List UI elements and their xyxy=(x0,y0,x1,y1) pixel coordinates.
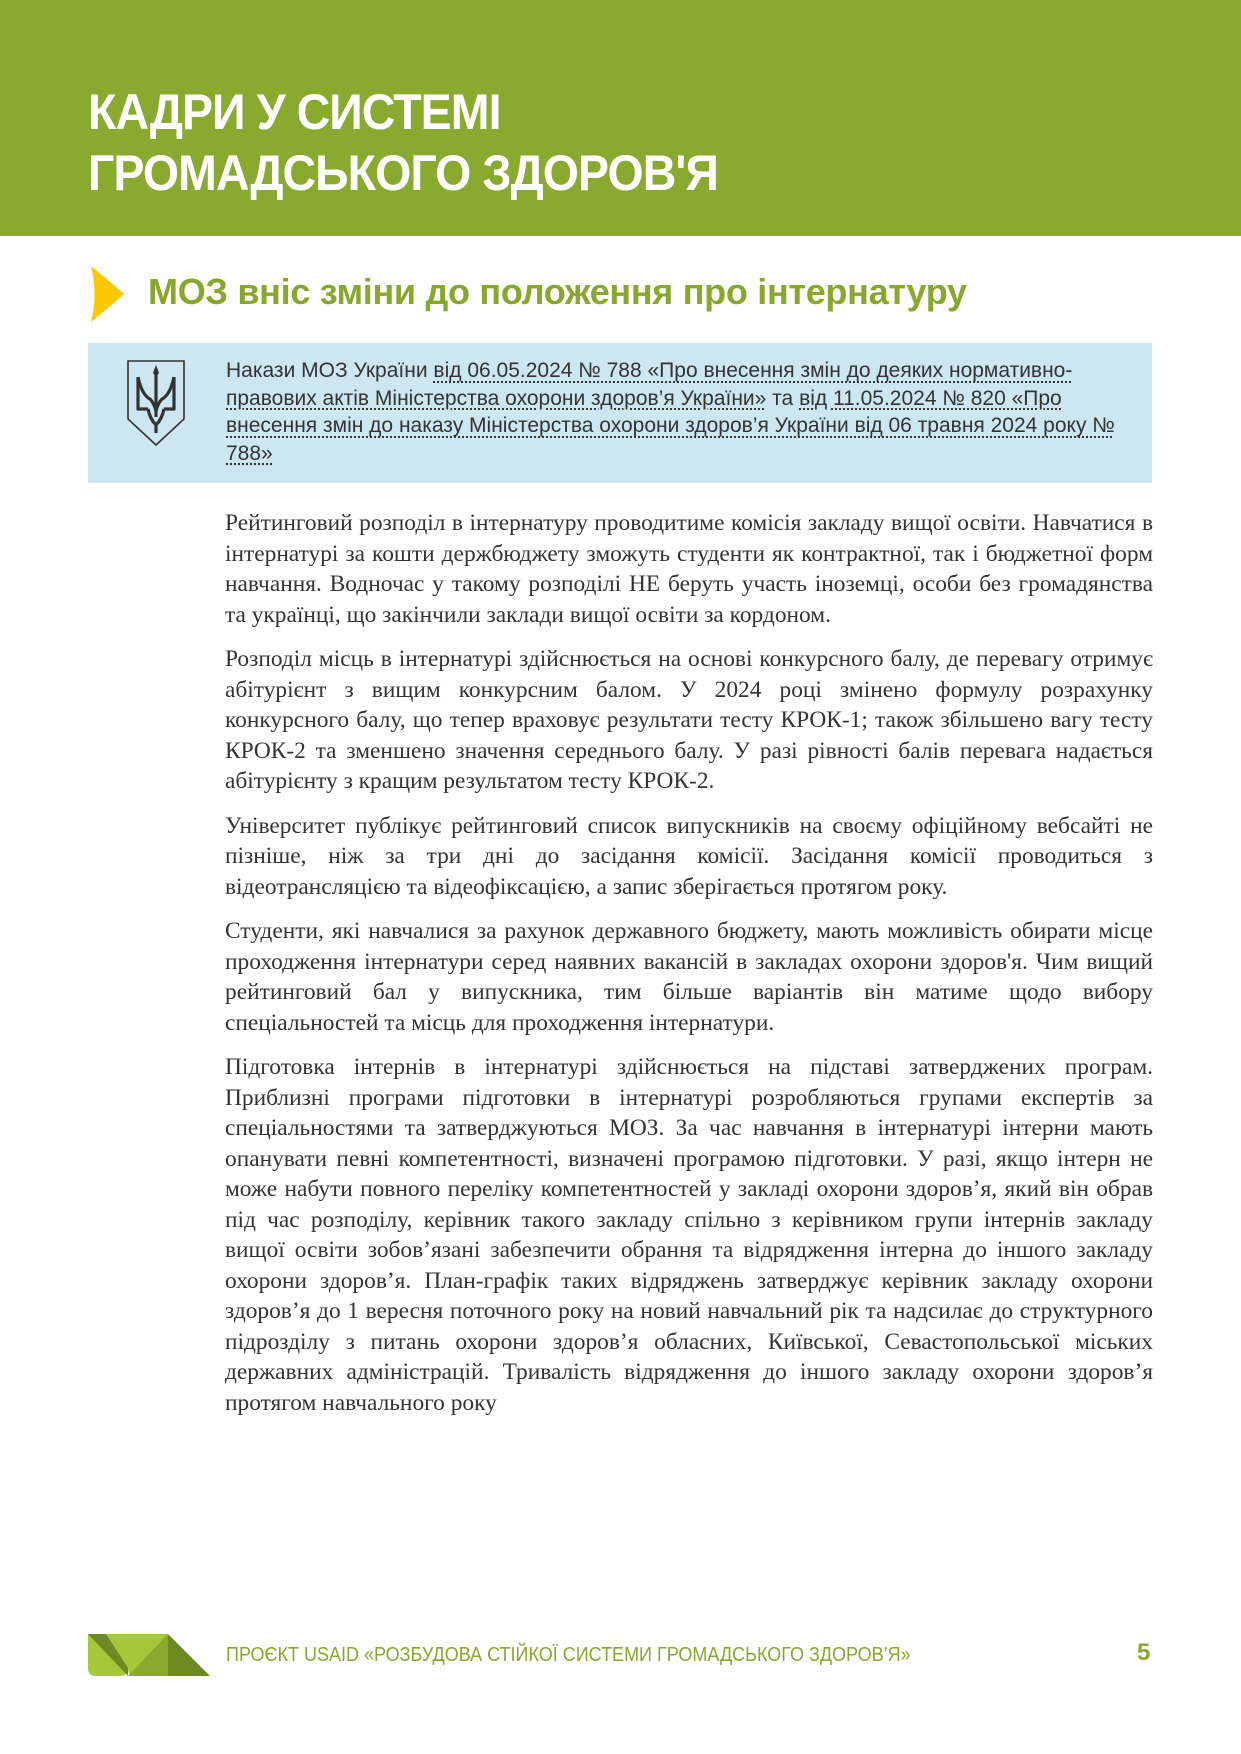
paragraph: Підготовка інтернів в інтернатурі здійснюється на підставі затверджених програм. Приблизні програми підготовки в інтернатурі розробляються групами експертів за спеціальностями та затверджуються МОЗ. За час навчання в інтернатурі інтерни мають опанувати певні компетентності, визначені програмою підготовки. У разі, якщо інтерн не може набути повного переліку компетентностей у закладі охорони здоров’я, який він обрав під час розподілу, керівник такого закладу спільно з керівником групи інтернів закладу вищої освіти зобов’язані забезпечити обрання та відрядження інтерна до іншого закладу охорони здоров’я. План-графік таких відряджень затверджує керівник закладу охорони здоров’я до 1 вересня поточного року на новий навчальний рік та надсилає до структурного підрозділу з питань охорони здоров’я обласних, Київської, Севастопольської міських державних адміністрацій. Тривалість відрядження до іншого закладу охорони здоров’я протягом навчального року xyxy=(225,1054,1153,1416)
usaid-project-logo-icon xyxy=(88,1634,210,1676)
reference-conjunction: та xyxy=(766,386,800,410)
order-820-link[interactable]: від 11.05.2024 № 820 «Про внесення змін до наказу Міністерства охорони здоров’я України від 06 травня 2024 року № 788» xyxy=(226,386,1115,465)
footer-project-name: ПРОЄКТ USAID «РОЗБУДОВА СТІЙКОЇ СИСТЕМИ ГРОМАДСЬКОГО ЗДОРОВ’Я» xyxy=(226,1644,911,1666)
order-788-link[interactable]: від 06.05.2024 № 788 «Про внесення змін до деяких нормативно-правових актів Міністерства охорони здоров’я України» xyxy=(226,359,1073,410)
page-title xyxy=(88,82,718,204)
yellow-chevron-icon xyxy=(88,266,124,322)
reference-text xyxy=(226,357,1126,467)
paragraph: Університет публікує рейтинговий список випускників на своєму офіційному вебсайті не пізніше, ніж за три дні до засідання комісії. Засідання комісії проводиться з відеотрансляцією та відеофіксацією, а запис зберігається протягом року. xyxy=(225,812,1153,900)
article-body xyxy=(225,508,1153,1432)
page-title-line-2: ГРОМАДСЬКОГО ЗДОРОВ'Я xyxy=(88,145,719,201)
reference-box xyxy=(88,343,1152,483)
page-title-line-1: КАДРИ У СИСТЕМІ xyxy=(88,84,501,140)
ukraine-coat-of-arms-icon xyxy=(126,359,186,447)
reference-prefix: Накази МОЗ України xyxy=(226,359,434,382)
paragraph: Рейтинговий розподіл в інтернатуру проводитиме комісія закладу вищої освіти. Навчатися в інтернатурі за кошти держбюджету зможуть студенти як контрактної, так і бюджетної форм навчання. Водночас у такому розподілі НЕ беруть участь іноземці, особи без громадянства та українці, що закінчили заклади вищої освіти за кордоном. xyxy=(225,510,1153,628)
section-heading xyxy=(88,266,1148,322)
header-banner xyxy=(0,0,1241,236)
page-number: 5 xyxy=(1137,1639,1151,1666)
section-title: МОЗ вніс зміни до положення про інтернатуру xyxy=(148,271,967,312)
paragraph: Розподіл місць в інтернатурі здійснюється на основі конкурсного балу, де перевагу отримує абітурієнт з вищим конкурсним балом. У 2024 році змінено формулу розрахунку конкурсного балу, що тепер враховує результати тесту КРОК-1; також збільшено вагу тесту КРОК-2 та зменшено значення середнього балу. У разі рівності балів перевага надається абітурієнту з кращим результатом тесту КРОК-2. xyxy=(225,646,1153,794)
paragraph: Студенти, які навчалися за рахунок державного бюджету, мають можливість обирати місце проходження інтернатури серед наявних вакансій в закладах охорони здоров'я. Чим вищий рейтинговий бал у випускника, тим більше варіантів він матиме щодо вибору спеціальностей та місць для проходження інтернатури. xyxy=(225,918,1153,1036)
